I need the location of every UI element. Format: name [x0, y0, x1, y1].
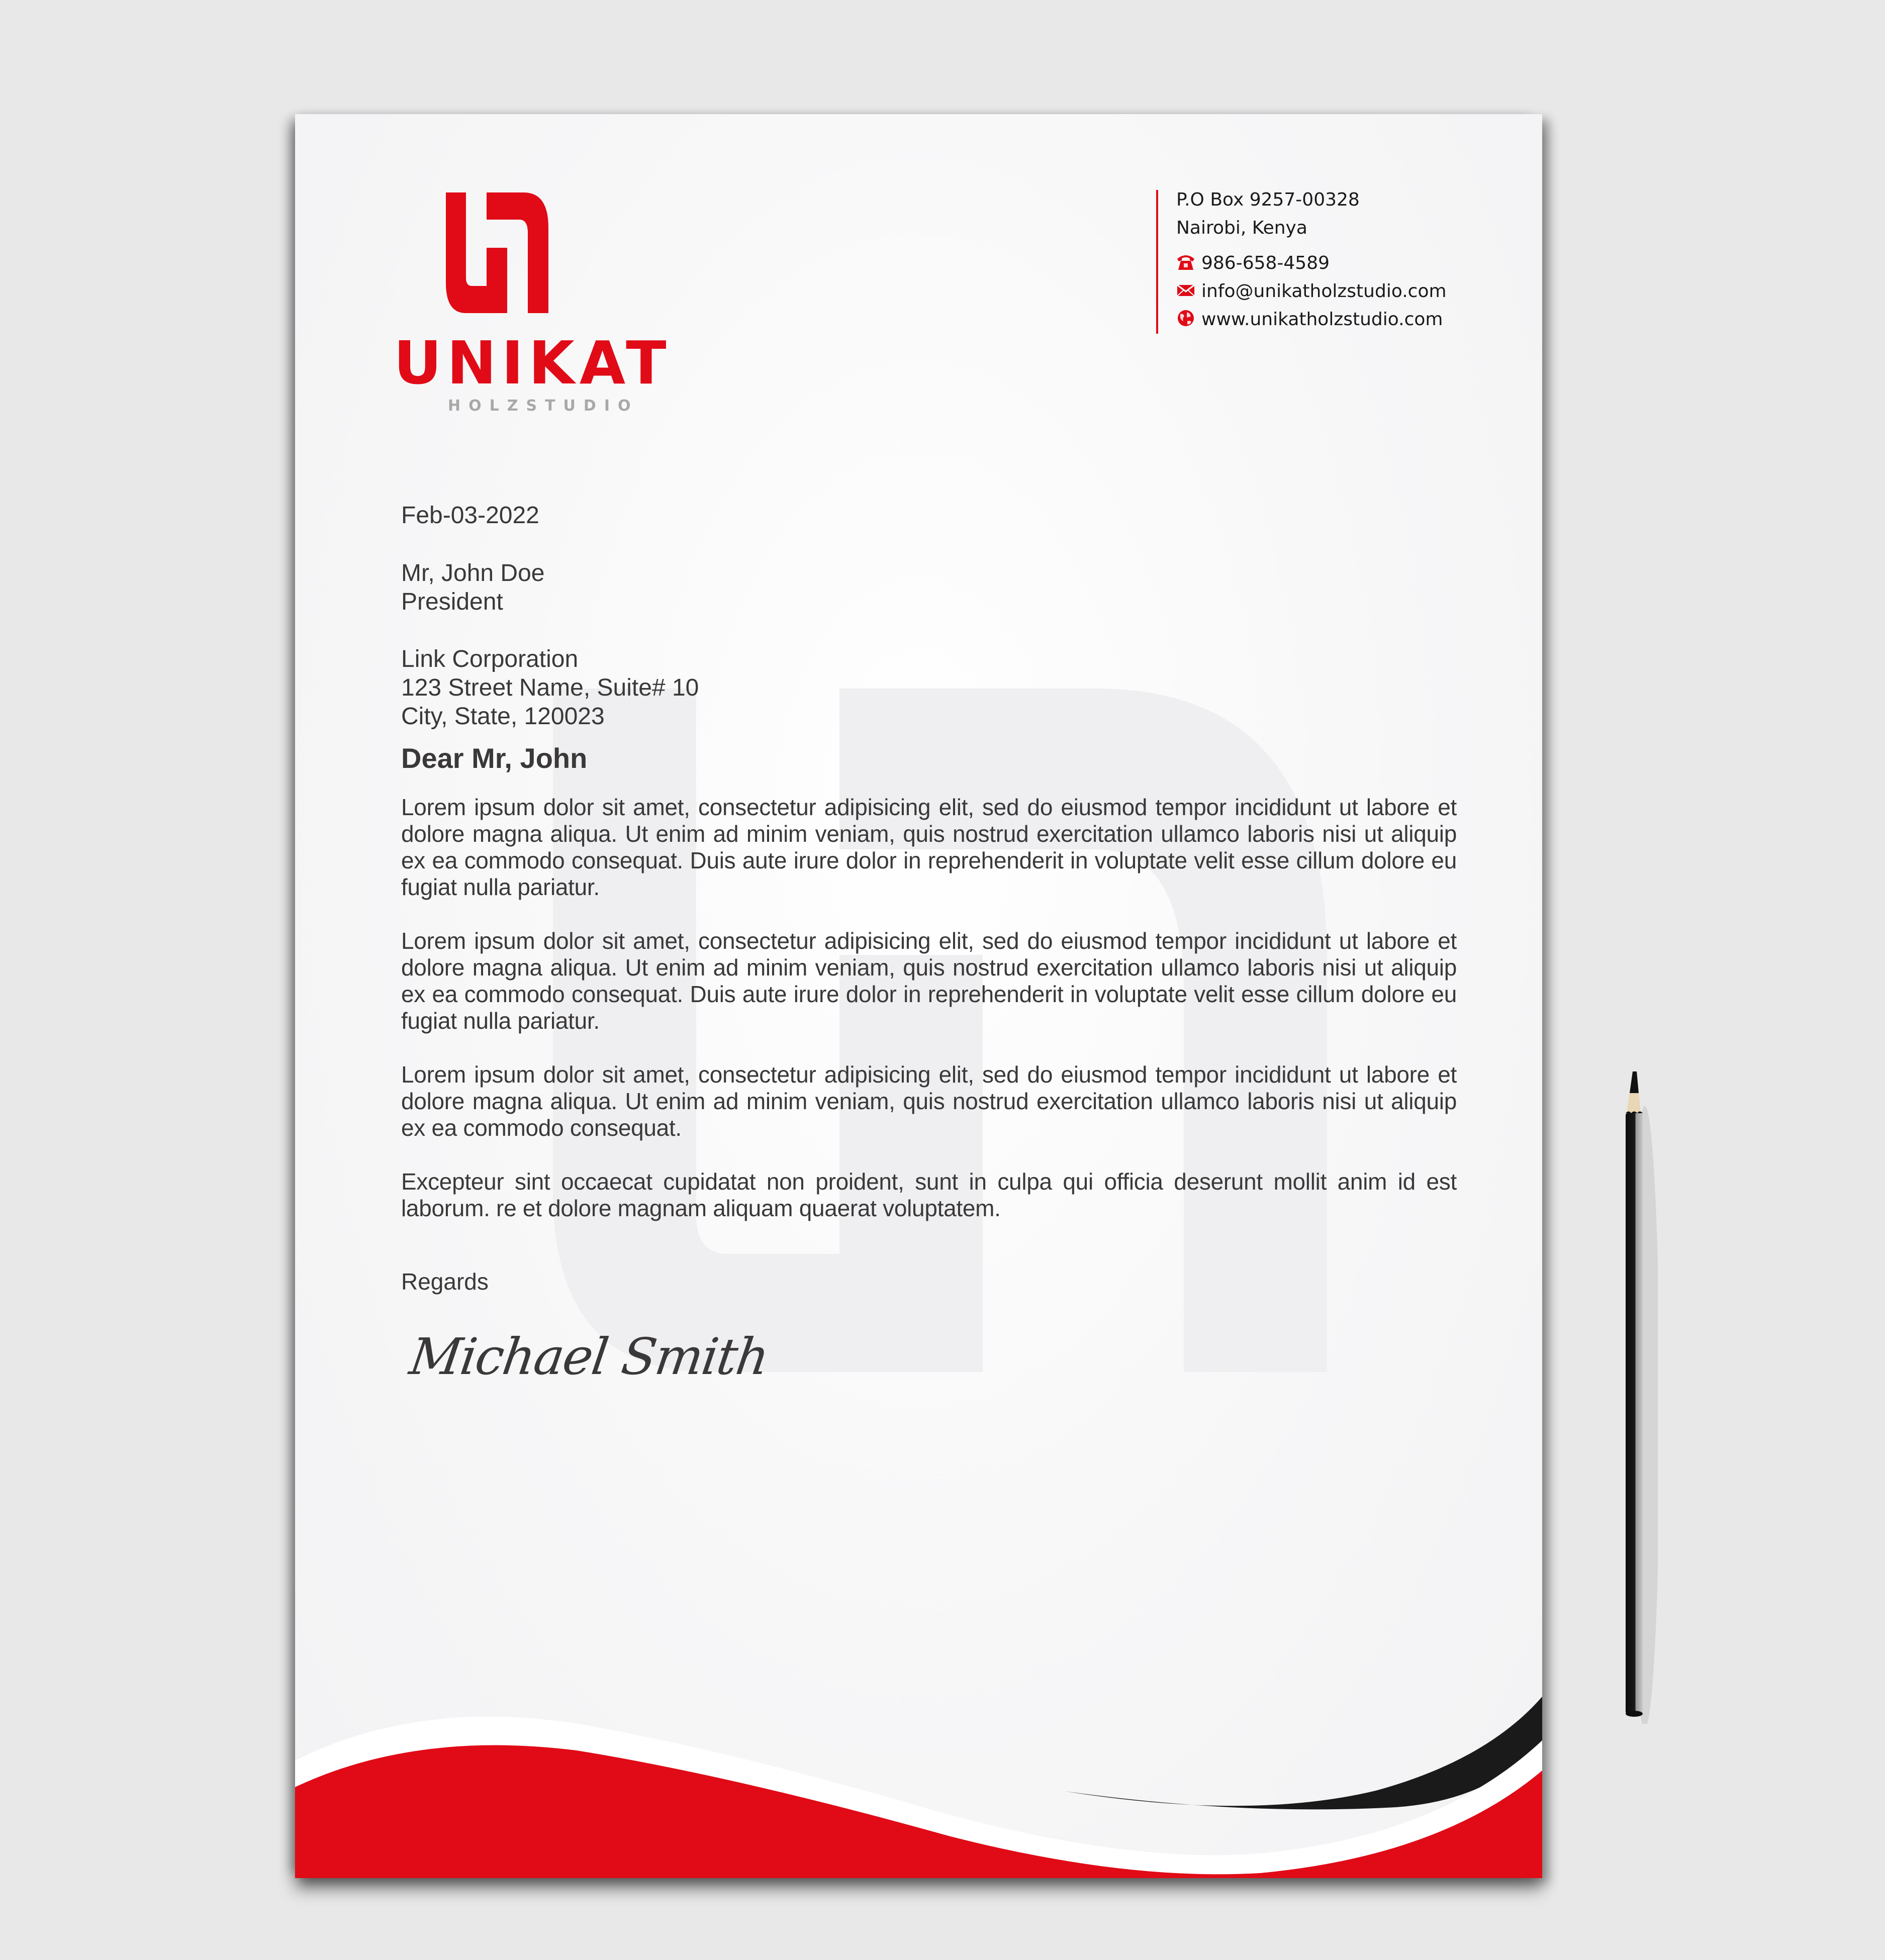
website-url[interactable]: www.unikatholzstudio.com [1201, 309, 1443, 330]
pencil-icon [1615, 1065, 1658, 1724]
address-line-1: P.O Box 9257-00328 [1176, 189, 1360, 210]
footer-wave-graphic [295, 1690, 1542, 1878]
globe-icon [1176, 309, 1195, 327]
phone-row [1176, 249, 1447, 277]
contact-block [1176, 186, 1447, 334]
paragraph-1: Lorem ipsum dolor sit amet, consectetur adipisicing elit, sed do eiusmod tempor incididunt ut labore et dolore magna aliqua. Ut enim ad minim veniam, quis nostrud exercitation ullamco laboris nisi ut aliquip ex ea commodo consequat. Duis aute irure dolor in reprehenderit in voluptate velit esse cillum dolore eu fugiat nulla pariatur. [401, 794, 1457, 900]
letter-date: Feb-03-2022 [401, 502, 539, 529]
company-name: Link Corporation [401, 646, 579, 672]
address-line-2: Nairobi, Kenya [1176, 218, 1307, 238]
recipient-title: President [401, 589, 503, 615]
website-row [1176, 306, 1447, 334]
paragraph-3: Lorem ipsum dolor sit amet, consectetur adipisicing elit, sed do eiusmod tempor incididunt ut labore et dolore magna aliqua. Ut enim ad minim veniam, quis nostrud exercitation ullamco laboris nisi ut aliquip ex ea commodo consequat. [401, 1061, 1457, 1141]
signature: Michael Smith [406, 1327, 772, 1386]
uh-monogram-icon [446, 192, 548, 313]
closing: Regards [401, 1268, 489, 1295]
paragraph-2: Lorem ipsum dolor sit amet, consectetur adipisicing elit, sed do eiusmod tempor incididunt ut labore et dolore magna aliqua. Ut enim ad minim veniam, quis nostrud exercitation ullamco laboris nisi ut aliquip ex ea commodo consequat. Duis aute irure dolor in reprehenderit in voluptate velit esse cillum dolore eu fugiat nulla pariatur. [401, 928, 1457, 1034]
recipient-block [401, 559, 1457, 616]
letterhead-paper [295, 114, 1542, 1878]
brand-subtitle: HOLZSTUDIO [448, 397, 639, 415]
brand-name: UNIKAT [394, 328, 672, 398]
company-city: City, State, 120023 [401, 703, 605, 730]
company-street: 123 Street Name, Suite# 10 [401, 674, 699, 701]
recipient-name: Mr, John Doe [401, 560, 545, 586]
company-block [401, 645, 1457, 731]
email-address[interactable]: info@unikatholzstudio.com [1201, 281, 1447, 302]
contact-divider [1156, 190, 1158, 334]
telephone-icon [1176, 253, 1195, 271]
letter-body [401, 501, 1457, 1386]
phone-number[interactable]: 986-658-4589 [1201, 253, 1330, 273]
email-row [1176, 277, 1447, 306]
envelope-icon [1176, 281, 1195, 299]
paragraph-4: Excepteur sint occaecat cupidatat non proident, sunt in culpa qui officia deserunt mollit anim id est laborum. re et dolore magnam aliquam quaerat voluptatem. [401, 1168, 1457, 1221]
salutation: Dear Mr, John [401, 742, 588, 774]
